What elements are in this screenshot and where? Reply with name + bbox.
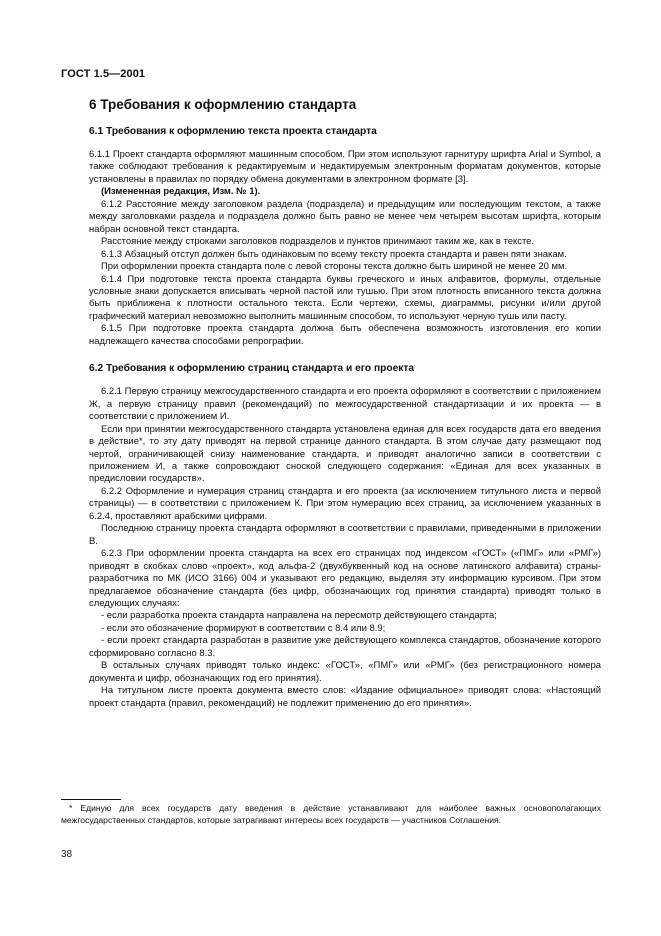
- paragraph-6-2-3: 6.2.3 При оформлении проекта стандарта на всех его страницах под индексом «ГОСТ» («ПМГ» или «РМГ») приводят в скобках слово «проект», код альфа-2 (двухбуквенный код на основе латинского алфавита) страны-разработчика по МК (ИСО 3166) 004 и указывают его редакцию, выделяя эту информацию курсивом. При этом предлагаемое обозначение стандарта (без цифр, обозначающих год принятия стандарта) приводят только в следующих случаях:: [89, 548, 601, 609]
- paragraph-text: 6.1.1 Проект стандарта оформляют машинным способом. При этом используют гарнитуру шрифта Arial и Symbol, а также соблюдают требования к редактируемым и недактируемым электронным форматам документов, которые установлены в правилах по порядку обмена документами в электронном формате [3].: [89, 149, 601, 185]
- paragraph-last-page: Последнюю страницу проекта стандарта оформляют в соответствии с правилами, приведенными в приложении В.: [89, 523, 601, 547]
- paragraph-6-1-2: 6.1.2 Расстояние между заголовком раздела (подраздела) и предыдущим или последующим текстом, а также между заголовками раздела и подраздела должно быть равно не менее чем четырем высотам шрифта, которым набран основной текст стандарта.: [89, 198, 601, 235]
- footnote-divider: [61, 799, 121, 800]
- paragraph-heading-spacing: Расстояние между строками заголовков подразделов и пунктов принимают таким же, как в тексте.: [101, 236, 535, 248]
- amendment-note: (Измененная редакция, Изм. № 1).: [101, 186, 261, 198]
- section-title: 6 Требования к оформлению стандарта: [89, 97, 357, 112]
- paragraph-6-1-5: 6.1.5 При подготовке проекта стандарта должна быть обеспечена возможность изготовления его копии надлежащего качества способами репрографии.: [89, 323, 601, 347]
- subsection-title-6-2: 6.2 Требования к оформлению страниц стандарта и его проекта: [89, 363, 414, 375]
- list-item: - если проект стандарта разработан в развитие уже действующего комплекса стандартов, обозначение которого сформировано согласно 8.3.: [89, 635, 601, 659]
- page-number: 38: [61, 849, 73, 860]
- paragraph-6-2-2: 6.2.2 Оформление и нумерация страниц стандарта и его проекта (за исключением титульного листа и первой страницы) — в соответствии с приложением К. При этом нумерацию всех страниц, за исключением указанных в 6.2.4, проставляют арабскими цифрами.: [89, 485, 601, 522]
- paragraph-6-1-3: 6.1.3 Абзацный отступ должен быть одинаковым по всему тексту проекта стандарта и равен пяти знакам.: [101, 248, 567, 260]
- list-item: - если это обозначение формируют в соответствии с 8.4 или 8.9;: [101, 622, 386, 634]
- paragraph-6-2-1: 6.2.1 Первую страницу межгосударственного стандарта и его проекта оформляют в соответствии с приложением Ж, а первую страницу правил (рекомендаций) по межгосударственной стандартизации и их проекта — в соответствии с приложением И.: [89, 386, 601, 423]
- footnote: * Единую для всех государств дату введения в действие устанавливают для наиболее важных основополагающих межгосударственных стандартов, которые затрагивают интересы всех государств — участников Соглашения.: [61, 803, 601, 825]
- paragraph-other-cases: В остальных случаях приводят только индекс: «ГОСТ», «ПМГ» или «РМГ» (без регистрационного номера документа и цифр, обозначающих год его принятия).: [89, 660, 601, 684]
- document-code-header: ГОСТ 1.5—2001: [61, 68, 146, 80]
- page-content: [89, 97, 601, 710]
- paragraph-left-margin: При оформлении проекта стандарта поле с левой стороны текста должно быть шириной не менее 20 мм.: [101, 261, 568, 273]
- subsection-title-6-1: 6.1 Требования к оформлению текста проекта стандарта: [89, 126, 377, 137]
- paragraph-6-1-1: [89, 149, 601, 186]
- paragraph-title-page: На титульном листе проекта документа вместо слов: «Издание официальное» приводят слова: «Настоящий проект стандарта (правил, рекомендаций) не подлежит применению до его принятия».: [89, 685, 601, 709]
- list-item: - если разработка проекта стандарта направлена на пересмотр действующего стандарта;: [101, 610, 497, 622]
- paragraph-introduction-date: Если при принятии межгосударственного стандарта установлена единая для всех государств дата его введения в действие*, то эту дату приводят на первой странице данного стандарта. В этом случае дату размещают под чертой, ограничивающей снизу наименование стандарта, и приводят аналогично записи в соответствии с приложением И, а также сопровождают сноской следующего содержания: «Единая для всех указанных в предисловии государств».: [89, 423, 601, 485]
- paragraph-6-1-4: 6.1.4 При подготовке текста проекта стандарта буквы греческого и иных алфавитов, формулы, отдельные условные знаки допускается вписывать черной пастой или тушью. При этом плотность вписанного текста должна быть приближена к плотности остального текста. Если чертежи, схемы, диаграммы, рисунки и/или другой графический материал невозможно выполнить машинным способом, то используют черную тушь или пасту.: [89, 273, 601, 322]
